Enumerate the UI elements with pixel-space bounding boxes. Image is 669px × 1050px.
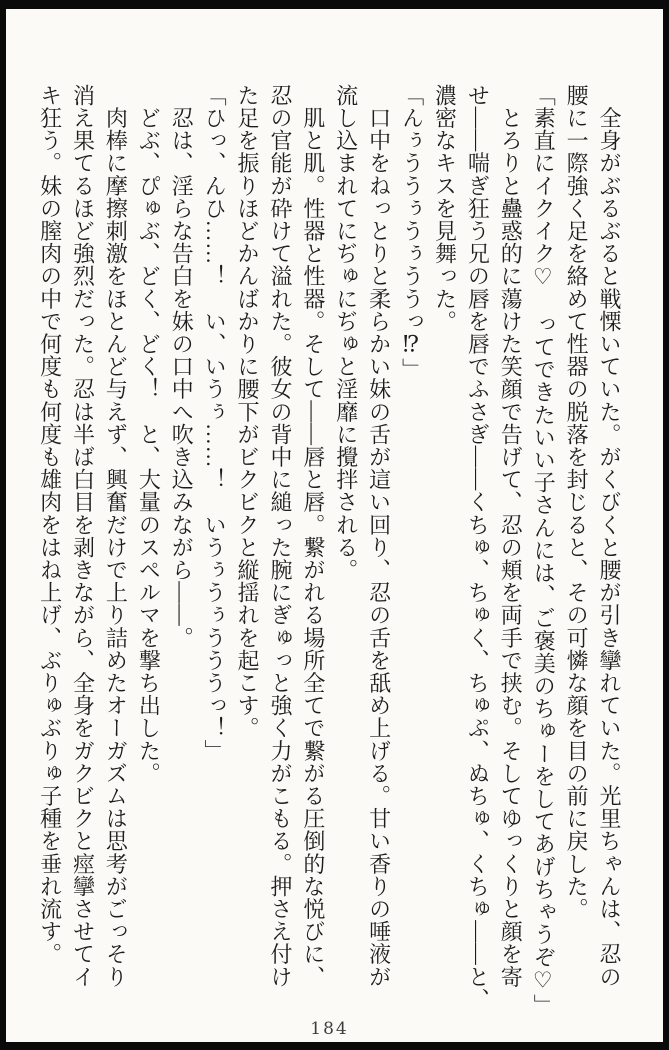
text-line: 「ひっ、んひ……！ い、いうぅ……！ いうぅうぅうううっ！」 bbox=[202, 84, 228, 762]
text-line: 「素直にイクイク♡ ってできたいい子さんには、ご褒美のちゅーをしてあげちゃうぞ♡」 bbox=[531, 84, 557, 1017]
text-line: せ――喘ぎ狂う兄の唇を唇でふさぎ――くちゅ、ちゅく、ちゅぷ、ぬちゅ、くちゅ――と、 bbox=[465, 84, 491, 1011]
text-line: 肉棒に摩擦刺激をほとんど与えず、興奮だけで上り詰めたオーガズムは思考がごっそり bbox=[103, 84, 129, 988]
text-line: 腰に一際強く足を絡めて性器の脱落を封じると、その可憐な顔を目の前に戻した。 bbox=[564, 84, 590, 921]
text-line: 肌と肌。性器と性器。そして――唇と唇。繋がれる場所全てで繋がる圧倒的な悦びに、 bbox=[300, 84, 326, 988]
text-line: 「んぅううぅうぅううっ⁉」 bbox=[399, 84, 425, 381]
text-area bbox=[31, 84, 625, 1017]
text-line: た足を振りほどかんばかりに腰下がビクビクと縦揺れを起こす。 bbox=[235, 84, 261, 740]
text-line: とろりと蠱惑的に蕩けた笑顔で告げて、忍の頬を両手で挟む。そしてゆっくりと顔を寄 bbox=[498, 84, 524, 988]
text-line: 忍の官能が砕けて溢れた。彼女の背中に縋った腕にぎゅっと強く力がこもる。押さえ付け bbox=[267, 84, 293, 988]
text-line: 流し込まれてにぢゅにぢゅと淫靡に攪拌される。 bbox=[333, 84, 359, 582]
text-line: 口中をねっとりと柔らかい妹の舌が這い回り、忍の舌を舐め上げる。甘い香りの唾液が bbox=[366, 84, 392, 988]
page-number: 184 bbox=[310, 1019, 349, 1039]
text-line: 全身がぶるぶると戦慄いていた。がくびくと腰が引き攣れていた。光里ちゃんは、忍の bbox=[597, 84, 622, 988]
text-line: キ狂う。妹の膣肉の中で何度も何度も雄肉をはね上げ、ぶりゅぶりゅ子種を垂れ流す。 bbox=[37, 84, 63, 966]
text-line: 消え果てるほど強烈だった。忍は半ば白目を剥きながら、全身をガクビクと痙攣させてイ bbox=[70, 84, 96, 988]
text-line: 濃密なキスを見舞った。 bbox=[432, 84, 458, 333]
text-line: 忍は、淫らな告白を妹の口中へ吹き込みながら――。 bbox=[169, 84, 195, 649]
text-line: どぶ、ぴゅぶ、どく、どく！ と、大量のスペルマを撃ち出した。 bbox=[136, 84, 162, 785]
